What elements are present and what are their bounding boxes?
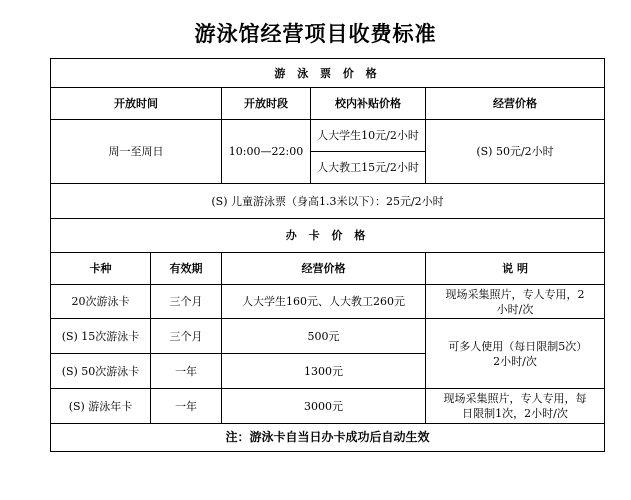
business-price: (S) 50元/2小时 (426, 120, 605, 184)
staff-price: 人大教工15元/2小时 (311, 152, 426, 184)
card-note: 现场采集照片，专人专用，每日限制1次，2小时/次 (426, 389, 605, 424)
card-section-row (51, 219, 605, 253)
child-ticket: (S) 儿童游泳票（身高1.3米以下）：25元/2小时 (51, 184, 605, 219)
card-price: 500元 (222, 319, 426, 354)
ticket-header-row (51, 88, 605, 120)
footer-note: 注：游泳卡自当日办卡成功后自动生效 (51, 424, 605, 452)
table-row (51, 285, 605, 319)
footer-row (51, 424, 605, 452)
card-type: (S) 50次游泳卡 (51, 354, 151, 389)
card-validity: 三个月 (151, 319, 222, 354)
header-business-price: 经营价格 (426, 88, 605, 120)
card-price: 3000元 (222, 389, 426, 424)
card-type: 20次游泳卡 (51, 285, 151, 319)
card-validity: 一年 (151, 354, 222, 389)
header-open-days: 开放时间 (51, 88, 222, 120)
card-validity: 三个月 (151, 285, 222, 319)
card-note: 可多人使用（每日限制5次）2小时/次 (426, 319, 605, 389)
header-card-type: 卡种 (51, 253, 151, 285)
card-note: 现场采集照片，专人专用，2小时/次 (426, 285, 605, 319)
card-type: (S) 15次游泳卡 (51, 319, 151, 354)
card-section-heading: 办 卡 价 格 (51, 219, 605, 253)
ticket-row-student (51, 120, 605, 152)
header-card-price: 经营价格 (222, 253, 426, 285)
header-description: 说 明 (426, 253, 605, 285)
card-price: 1300元 (222, 354, 426, 389)
header-validity: 有效期 (151, 253, 222, 285)
table-row (51, 389, 605, 424)
page-title: 游泳馆经营项目收费标准 (194, 22, 437, 46)
card-type: (S) 游泳年卡 (51, 389, 151, 424)
child-ticket-row (51, 184, 605, 219)
open-hours: 10:00—22:00 (222, 120, 311, 184)
header-open-hours: 开放时段 (222, 88, 311, 120)
ticket-section-heading: 游 泳 票 价 格 (51, 59, 605, 88)
table-row (51, 319, 605, 354)
card-price: 人大学生160元、人大教工260元 (222, 285, 426, 319)
fee-table (50, 58, 605, 452)
header-subsidy-price: 校内补贴价格 (311, 88, 426, 120)
card-header-row (51, 253, 605, 285)
student-price: 人大学生10元/2小时 (311, 120, 426, 152)
card-validity: 一年 (151, 389, 222, 424)
open-days: 周一至周日 (51, 120, 222, 184)
ticket-section-row (51, 59, 605, 88)
